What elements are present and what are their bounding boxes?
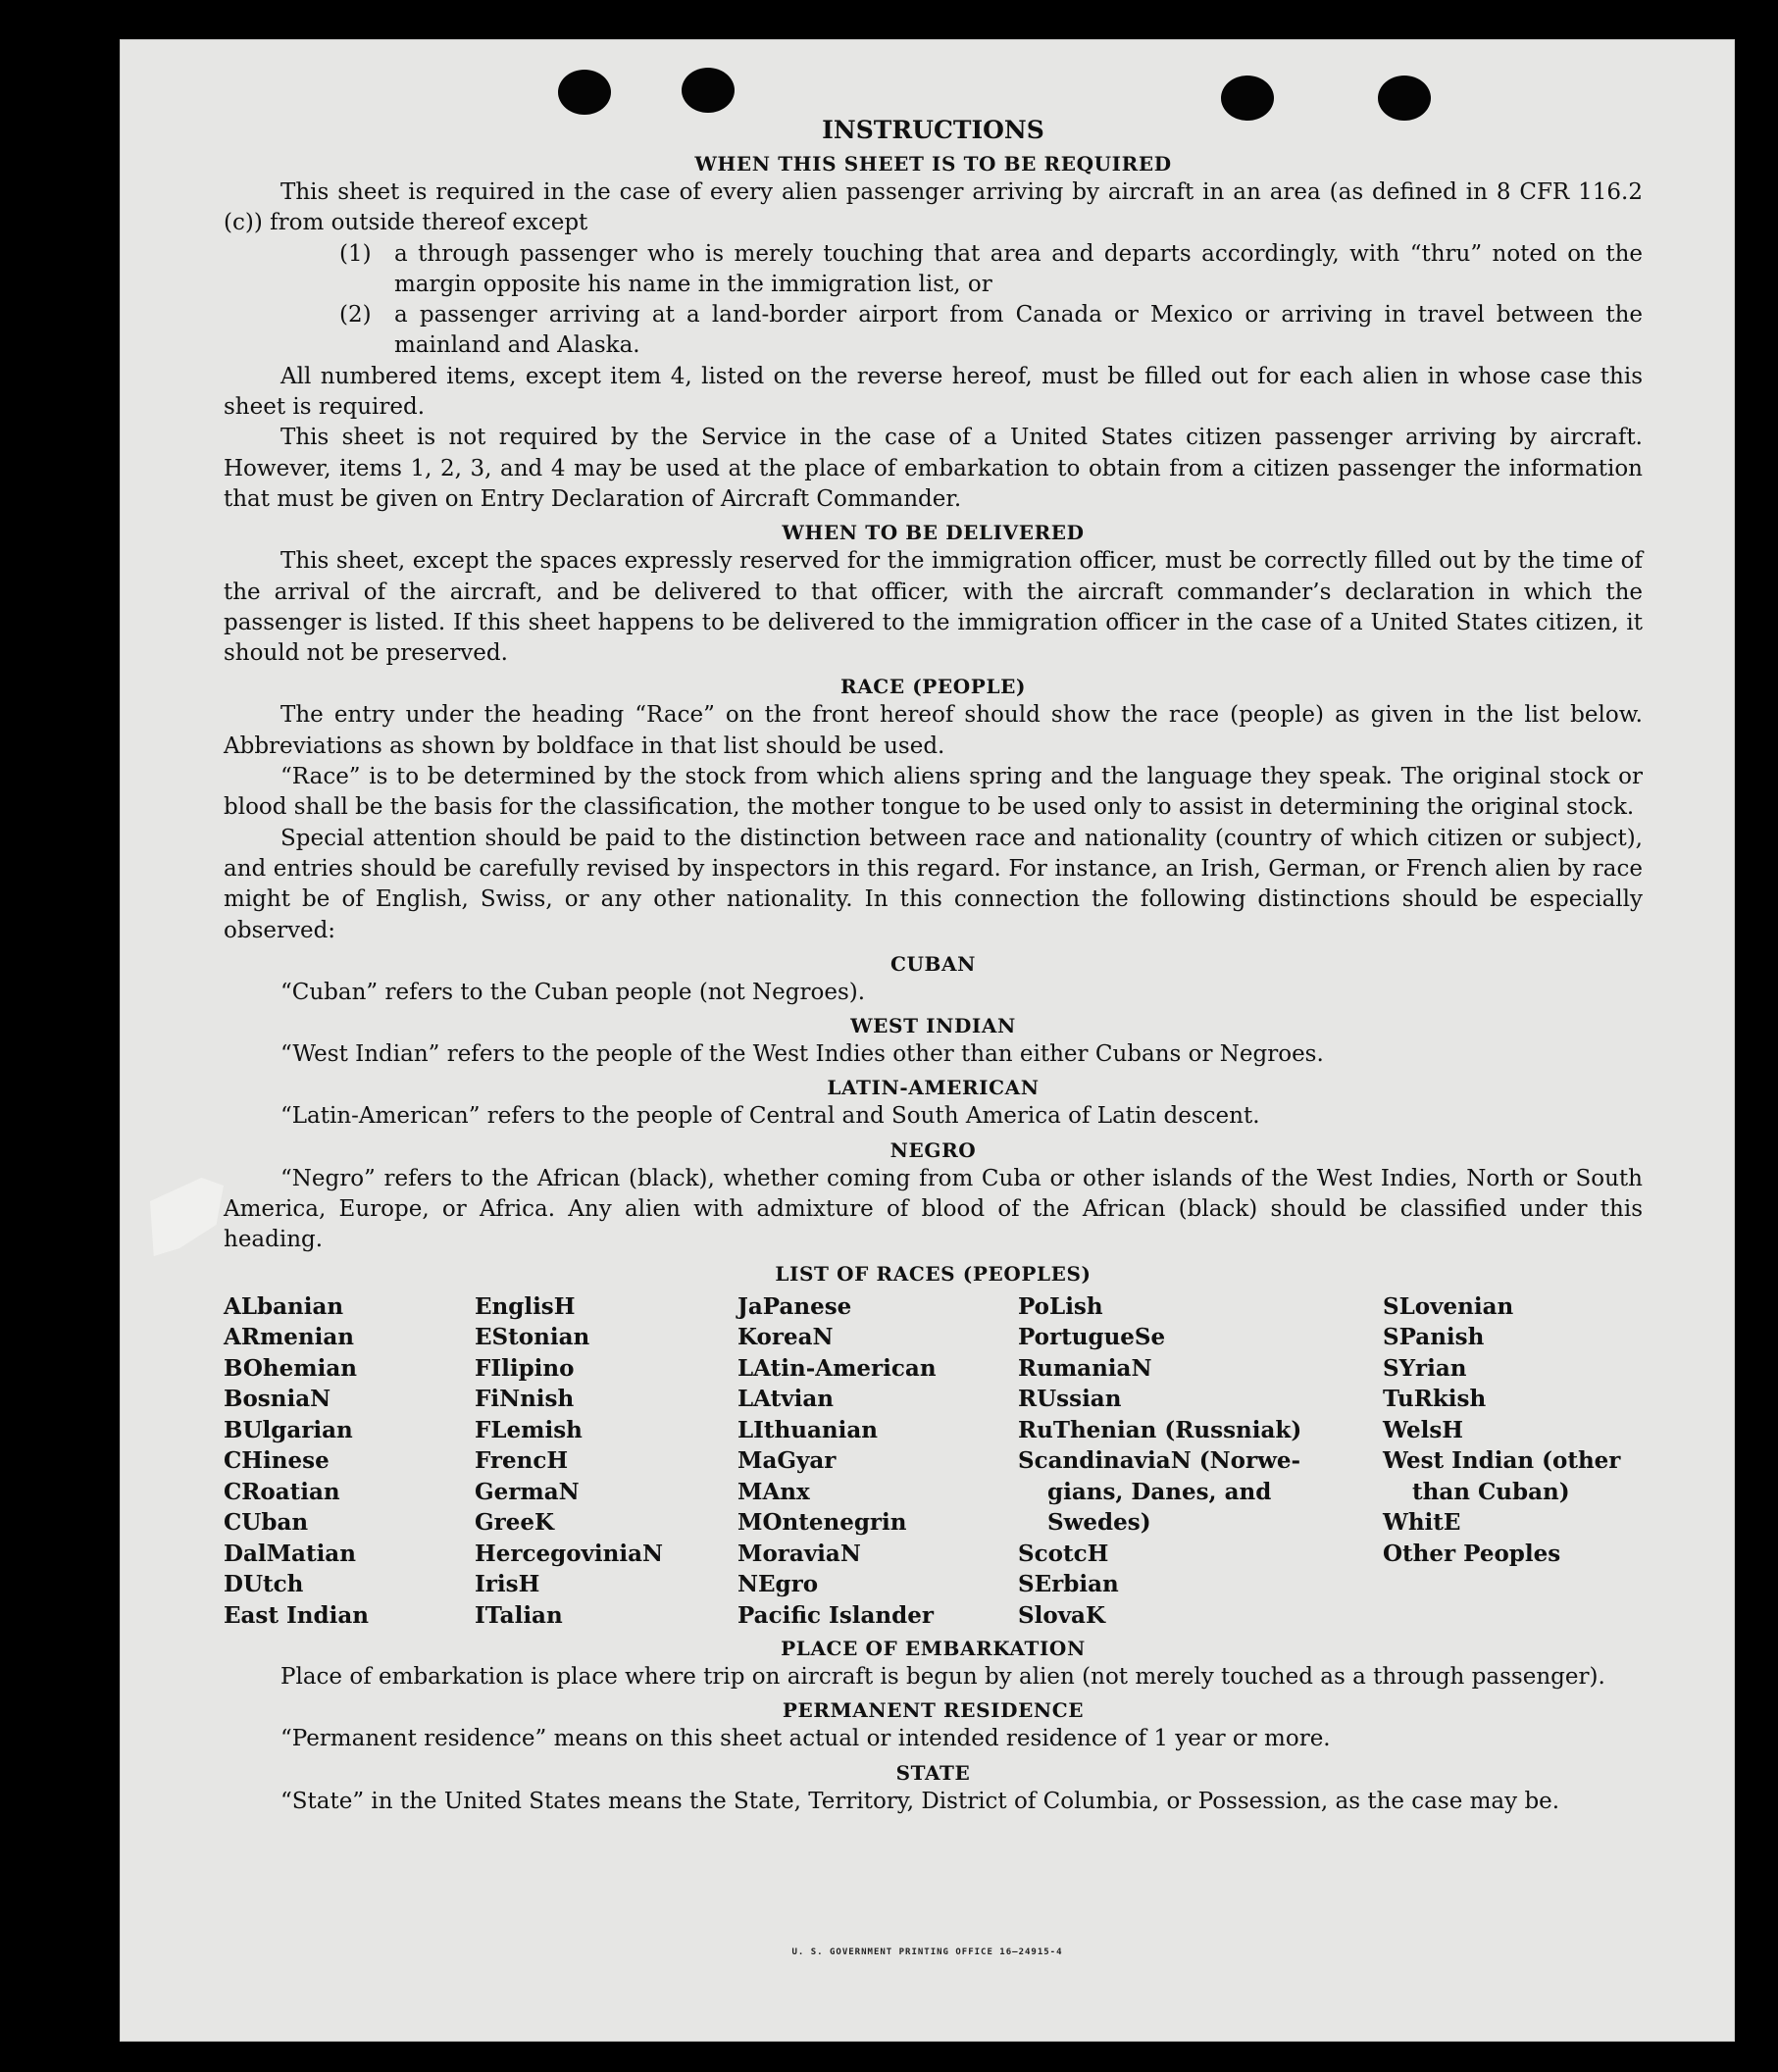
race-entry: EStonian (475, 1324, 590, 1351)
race-entry: ALbanian (224, 1292, 344, 1320)
race-entry: BUlgarian (224, 1416, 353, 1443)
race-entry: DUtch (224, 1571, 304, 1598)
race-entry: PoLish (1018, 1292, 1103, 1320)
race-entry: RUssian (1018, 1386, 1122, 1413)
cuban-text: “Cuban” refers to the Cuban people (not Negroes). (280, 979, 866, 1005)
race-entry: FrencH (475, 1447, 569, 1475)
race-entry: DalMatian (224, 1540, 356, 1567)
heading-when-delivered: WHEN TO BE DELIVERED (782, 521, 1085, 545)
races-column-5 (1383, 1291, 1643, 1632)
race-entry: RumaniaN (1018, 1354, 1152, 1382)
printing-office-footer: U. S. GOVERNMENT PRINTING OFFICE 16—24915-4 (791, 1947, 1063, 1957)
heading-state: STATE (895, 1760, 971, 1785)
race-entry: MoraviaN (737, 1540, 861, 1567)
race-entry: SErbian (1018, 1571, 1119, 1598)
race-entry: WhitE (1383, 1509, 1461, 1537)
race-entry: gians, Danes, and (1047, 1478, 1272, 1505)
heading-place-of-embarkation: PLACE OF EMBARKATION (781, 1637, 1086, 1661)
race-entry: Pacific Islander (737, 1601, 934, 1629)
instructions-content (224, 111, 1643, 1817)
races-column-3 (737, 1291, 1018, 1632)
race-entry: FIlipino (475, 1354, 575, 1382)
exception-number: (1) (339, 240, 372, 267)
exception-text: a passenger arriving at a land-border airport from Canada or Mexico or arriving in travel between the mainland and Alaska. (394, 302, 1643, 359)
race-entry: East Indian (224, 1601, 369, 1629)
embarkation-text: Place of embarkation is place where trip on aircraft is begun by alien (not merely touched as a through passenger). (280, 1664, 1605, 1691)
race-entry: SYrian (1383, 1354, 1467, 1382)
race-entry: LAtvian (737, 1386, 834, 1413)
race-entry: GermaN (475, 1478, 580, 1505)
race-entry: JaPanese (737, 1292, 852, 1320)
punch-hole (682, 68, 735, 113)
race-entry: LAtin-American (737, 1354, 937, 1382)
race-entry: MAnx (737, 1478, 810, 1505)
state-text: “State” in the United States means the State, Territory, District of Columbia, or Possession, as the case may be. (280, 1788, 1560, 1814)
race-entry: CUban (224, 1509, 309, 1537)
race-entry: MaGyar (737, 1447, 837, 1475)
heading-list-of-races: LIST OF RACES (PEOPLES) (775, 1261, 1092, 1286)
race-entry: Other Peoples (1383, 1540, 1561, 1567)
race-entry: FiNnish (475, 1386, 575, 1413)
race-entry: than Cuban) (1412, 1478, 1570, 1505)
race-paragraph-3: Special attention should be paid to the distinction between race and nationality (country of which citizen or subject), and entries should be carefully revised by inspectors in this regard. For instance, an Irish, German, or French alien by race might be of English, Swiss, or any other nationality. In this connection the following distinctions should be especially observed: (224, 825, 1643, 943)
races-column-4 (1018, 1291, 1383, 1632)
race-entry: Swedes) (1047, 1509, 1151, 1537)
race-entry: SPanish (1383, 1324, 1485, 1351)
race-entry: TuRkish (1383, 1386, 1487, 1413)
race-paragraph-1: The entry under the heading “Race” on the front hereof should show the race (people) as given in the list below. Abbreviations as shown by boldface in that list should be used. (224, 702, 1643, 759)
race-paragraph-2: “Race” is to be determined by the stock from which aliens spring and the language they speak. The original stock or blood shall be the basis for the classification, the mother tongue to be used only to assist in determining the original stock. (224, 764, 1643, 821)
race-entry: ScotcH (1018, 1540, 1109, 1567)
when-required-intro: This sheet is required in the case of every alien passenger arriving by aircraft in an area (as defined in 8 CFR 116.2 (c)) from outside thereof except (224, 179, 1643, 236)
race-entry: GreeK (475, 1509, 555, 1537)
races-column-2 (475, 1291, 737, 1632)
race-entry: WelsH (1383, 1416, 1464, 1443)
exception-item-2 (339, 300, 1643, 362)
citizen-paragraph: This sheet is not required by the Service in the case of a United States citizen passenger arriving by aircraft. However, items 1, 2, 3, and 4 may be used at the place of embarkation to obtain from a citizen passenger the information that must be given on Entry Declaration of Aircraft Commander. (224, 425, 1643, 512)
race-entry: CHinese (224, 1447, 330, 1475)
race-entry: IrisH (475, 1571, 540, 1598)
races-list (224, 1291, 1643, 1632)
exception-text: a through passenger who is merely touching that area and departs accordingly, with “thru” noted on the margin opposite his name in the immigration list, or (394, 240, 1643, 297)
race-entry: FLemish (475, 1416, 583, 1443)
races-column-1 (224, 1291, 475, 1632)
race-entry: KoreaN (737, 1324, 834, 1351)
negro-text: “Negro” refers to the African (black), whether coming from Cuba or other islands of the West Indies, North or South America, Europe, or Africa. Any alien with admixture of blood of the African (black) should be classified under this heading. (224, 1165, 1643, 1253)
document-page (120, 39, 1735, 2042)
heading-latin-american: LATIN-AMERICAN (827, 1076, 1040, 1100)
race-entry: ARmenian (224, 1324, 355, 1351)
race-entry: ScandinaviaN (Norwe- (1018, 1447, 1301, 1475)
race-entry: SLovenian (1383, 1292, 1514, 1320)
west-indian-text: “West Indian” refers to the people of the West Indies other than either Cubans or Negroes. (280, 1041, 1324, 1068)
race-entry: BOhemian (224, 1354, 357, 1382)
race-entry: EnglisH (475, 1292, 576, 1320)
heading-west-indian: WEST INDIAN (850, 1014, 1016, 1038)
page-title: INSTRUCTIONS (822, 116, 1044, 144)
punch-hole (558, 70, 611, 115)
numbered-items-paragraph: All numbered items, except item 4, listed on the reverse hereof, must be filled out for each alien in whose case this sheet is required. (224, 363, 1643, 421)
residence-text: “Permanent residence” means on this sheet actual or intended residence of 1 year or more. (280, 1726, 1331, 1752)
race-entry: MOntenegrin (737, 1509, 907, 1537)
race-entry: HercegoviniaN (475, 1540, 664, 1567)
exception-item-1 (339, 239, 1643, 301)
race-entry: CRoatian (224, 1478, 340, 1505)
heading-race: RACE (PEOPLE) (839, 675, 1027, 699)
race-entry: West Indian (other (1383, 1447, 1621, 1475)
race-entry: NEgro (737, 1571, 819, 1598)
race-entry: LIthuanian (737, 1416, 878, 1443)
heading-cuban: CUBAN (889, 951, 977, 976)
heading-when-required: WHEN THIS SHEET IS TO BE REQUIRED (694, 152, 1172, 176)
race-entry: BosniaN (224, 1386, 331, 1413)
race-entry: SlovaK (1018, 1601, 1105, 1629)
race-entry: ITalian (475, 1601, 563, 1629)
race-entry: RuThenian (Russniak) (1018, 1416, 1302, 1443)
torn-paper-tab (150, 1178, 224, 1256)
exception-number: (2) (339, 302, 372, 328)
heading-permanent-residence: PERMANENT RESIDENCE (782, 1698, 1085, 1723)
heading-negro: NEGRO (889, 1137, 977, 1162)
latin-american-text: “Latin-American” refers to the people of Central and South America of Latin descent. (280, 1103, 1260, 1130)
when-delivered-text: This sheet, except the spaces expressly reserved for the immigration officer, must be correctly filled out by the time of the arrival of the aircraft, and be delivered to that officer, with the aircraft commander’s declaration in which the passenger is listed. If this sheet happens to be delivered to the immigration officer in the case of a United States citizen, it should not be preserved. (224, 548, 1643, 667)
race-entry: PortugueSe (1018, 1324, 1166, 1351)
